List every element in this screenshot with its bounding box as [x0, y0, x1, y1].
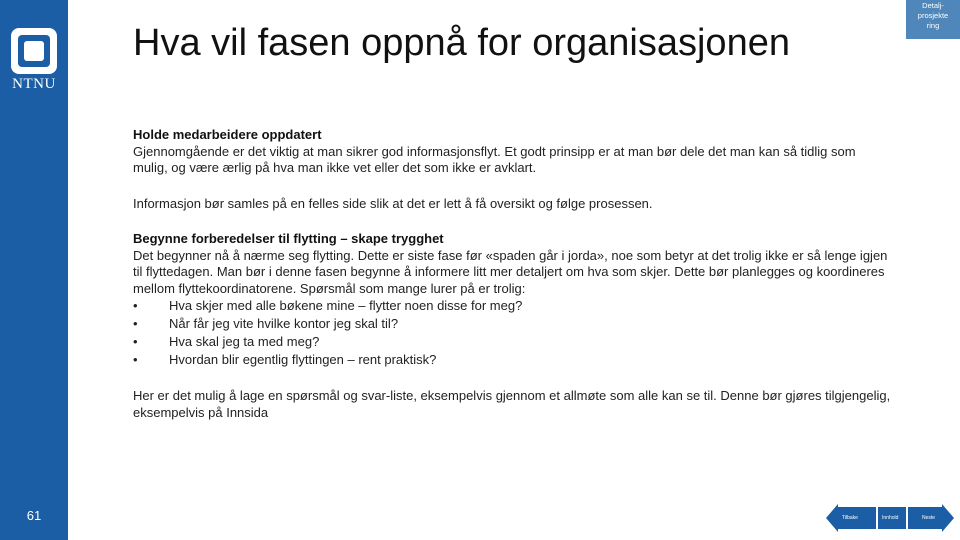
bullet-text: Hva skal jeg ta med meg?	[169, 334, 320, 349]
section-text-4: Her er det mulig å lage en spørsmål og svar-liste, eksempelvis gjennom et allmøte som alle kan se til. Denne bør gjøres tilgjengelig, eksempelvis på Innsida	[133, 388, 891, 420]
bullet-symbol: •	[133, 352, 138, 367]
page-title: Hva vil fasen oppnå for organisasjonen	[133, 22, 790, 64]
page-number: 61	[26, 508, 42, 523]
sidebar	[0, 0, 68, 540]
phase-tab[interactable]	[906, 0, 960, 39]
section-text-3: Det begynner nå å nærme seg flytting. Dette er siste fase før «spaden går i jorda», noe som betyr at det trolig ikke er så lenge igjen til flyttedagen. Man bør i denne fasen begynne å informere litt mer detaljert om hva som skjer. Dette bør planlegges og koordineres mellom flyttekoordinatorene. Spørsmål som mange lurer på er trolig:	[133, 247, 888, 296]
bullet-symbol: •	[133, 298, 138, 313]
bullet-list	[133, 297, 893, 369]
phase-tab-label: Detalj- prosjekte ring	[917, 1, 949, 30]
bullet-symbol: •	[133, 316, 138, 331]
list-item	[133, 315, 893, 333]
slide-content	[133, 127, 893, 421]
nav-back-label: Tilbake	[842, 515, 858, 521]
logo-text: NTNU	[12, 76, 56, 92]
nav-home-label: Innhold	[882, 515, 899, 521]
section-text-2: Informasjon bør samles på en felles side slik at det er lett å få oversikt og følge prosessen.	[133, 195, 653, 211]
section-heading-1: Holde medarbeidere oppdatert	[133, 127, 322, 142]
list-item	[133, 351, 893, 369]
bullet-symbol: •	[133, 334, 138, 349]
bullet-text: Hvordan blir egentlig flyttingen – rent praktisk?	[169, 352, 437, 367]
bullet-text: Når får jeg vite hvilke kontor jeg skal til?	[169, 316, 399, 331]
list-item	[133, 333, 893, 351]
list-item	[133, 297, 893, 315]
bullet-text: Hva skjer med alle bøkene mine – flytter noen disse for meg?	[169, 298, 523, 313]
nav-next-label: Neste	[922, 515, 936, 521]
section-text-1: Gjennomgående er det viktig at man sikrer god informasjonsflyt. Et godt prinsipp er at man bør dele det man kan så tidlig som mulig, og være ærlig på hva man ikke vet eller det som ikke er avklart.	[133, 143, 856, 175]
ntnu-logo-icon	[11, 28, 57, 74]
section-heading-2: Begynne forberedelser til flytting – skape trygghet	[133, 231, 444, 246]
